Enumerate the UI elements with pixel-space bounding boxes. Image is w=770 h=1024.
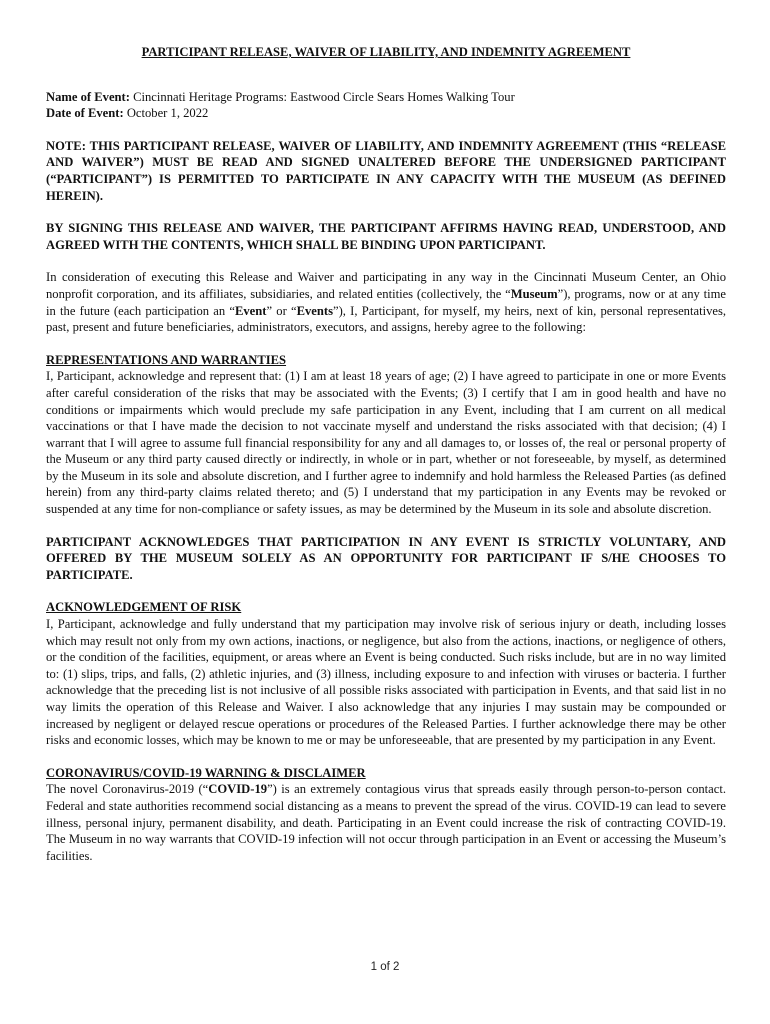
intro-text-1: In consideration of executing this Release and Waiver and participating in any way in the Cincinnati Museum Center, an Ohio nonprofit corporation, and its affiliates, subsidiaries, and related entities (collectively, the “	[46, 270, 726, 301]
covid-body	[46, 781, 726, 864]
intro-text-2: ”), programs, now or at any time in the future (each participation an “	[46, 286, 726, 318]
intro-text-3: ” or “	[266, 303, 297, 318]
event-date-label: Date of Event:	[46, 106, 124, 121]
affirmation-paragraph: BY SIGNING THIS RELEASE AND WAIVER, THE PARTICIPANT AFFIRMS HAVING READ, UNDERSTOOD, AND AGREED WITH THE CONTENTS, WHICH SHALL BE BINDING UPON PARTICIPANT.	[46, 221, 726, 252]
intro-paragraph	[46, 269, 726, 335]
document-title: PARTICIPANT RELEASE, WAIVER OF LIABILITY, AND INDEMNITY AGREEMENT	[141, 45, 631, 59]
event-date-line	[46, 105, 726, 122]
representations-body: I, Participant, acknowledge and represent that: (1) I am at least 18 years of age; (2) I have agreed to participate in one or more Events after careful consideration of the risks that may be associated with the Events; (3) I certify that I am in good health and have no conditions or impairments which would preclude my safe participation in any Event, including that I am current on all medical vaccinations or that I have made the decision to not vaccinate myself and understand the risks associated with that decision; (4) I warrant that I will agree to assume full financial responsibility for any and all damages to, or losses of, the real or personal property of the Museum or any third party caused directly or indirectly, in whole or in part, whether or not foreseeable, by myself, as determined by the Museum in its sole and absolute discretion, and I further agree to indemnify and hold harmless the Released Parties (as defined herein) from any third-party claims related thereto; and (5) I understand that my participation in any Events may be revoked or suspended at any time for non-compliance or safety issues, as may be determined by the Museum in its sole and absolute discretion.	[46, 369, 726, 517]
note-paragraph: NOTE: THIS PARTICIPANT RELEASE, WAIVER OF LIABILITY, AND INDEMNITY AGREEMENT (THIS “RELEASE AND WAIVER”) MUST BE READ AND SIGNED UNALTERED BEFORE THE UNDERSIGNED PARTICIPANT (“PARTICIPANT”) IS PERMITTED TO PARTICIPATE IN ANY CAPACITY WITH THE MUSEUM (AS DEFINED HEREIN).	[46, 138, 726, 203]
event-name: Cincinnati Heritage Programs: Eastwood Circle Sears Homes Walking Tour	[133, 89, 515, 104]
event-name-line	[46, 89, 726, 106]
events-term: Events	[296, 303, 333, 318]
event-details	[46, 89, 726, 122]
museum-term: Museum	[510, 286, 558, 301]
event-term: Event	[234, 303, 267, 318]
covid-heading: CORONAVIRUS/COVID-19 WARNING & DISCLAIMER	[46, 765, 366, 780]
covid-term: COVID-19	[208, 782, 268, 797]
covid-text-1: The novel Coronavirus-2019 (“	[46, 782, 209, 797]
risk-body: I, Participant, acknowledge and fully understand that my participation may involve risk of serious injury or death, including losses which may result not only from my own actions, inactions, or negligence, but also from the actions, inactions, or negligence of others, or the condition of the facilities, equipment, or areas where an Event is being conducted. Such risks include, but are in no way limited to: (1) slips, trips, and falls, (2) athletic injuries, and (3) illness, including exposure to and infection with viruses or bacteria. I further acknowledge that the preceding list is not inclusive of all possible risks associated with participation in Events, and that said list in no way limits the operation of this Release and Waiver. I also acknowledge that any injuries I may sustain may be compounded or increased by negligent or delayed rescue operations or procedures of the Released Parties. I further acknowledge there may be other risks and economic losses, which may be known to me or may be unforeseeable, that are presented by my participation in any Event.	[46, 617, 726, 748]
covid-text-2: ”) is an extremely contagious virus that spreads easily through person-to-person contact. Federal and state authorities recommend social distancing as a means to prevent the spread of the virus. COVID-19 can lead to severe illness, personal injury, permanent disability, and death. Participating in an Event could increase the risk of contracting COVID-19. The Museum in no way warrants that COVID-19 infection will not occur through participation in an Event or accessing the Museum’s facilities.	[46, 782, 726, 863]
risk-heading: ACKNOWLEDGEMENT OF RISK	[46, 600, 242, 615]
voluntary-notice: PARTICIPANT ACKNOWLEDGES THAT PARTICIPATION IN ANY EVENT IS STRICTLY VOLUNTARY, AND OFFERED BY THE MUSEUM SOLELY AS AN OPPORTUNITY FOR PARTICIPANT IF S/HE CHOOSES TO PARTICIPATE.	[46, 534, 726, 582]
page-number: 1 of 2	[370, 961, 400, 973]
representations-heading: REPRESENTATIONS AND WARRANTIES	[46, 352, 287, 367]
event-date: October 1, 2022	[126, 106, 209, 121]
document-page	[46, 44, 726, 880]
intro-text-4: ”), I, Participant, for myself, my heirs, next of kin, personal representatives, past, present and future beneficiaries, administrators, executors, and assigns, hereby agree to the following:	[46, 303, 727, 335]
event-name-label: Name of Event:	[46, 89, 130, 104]
